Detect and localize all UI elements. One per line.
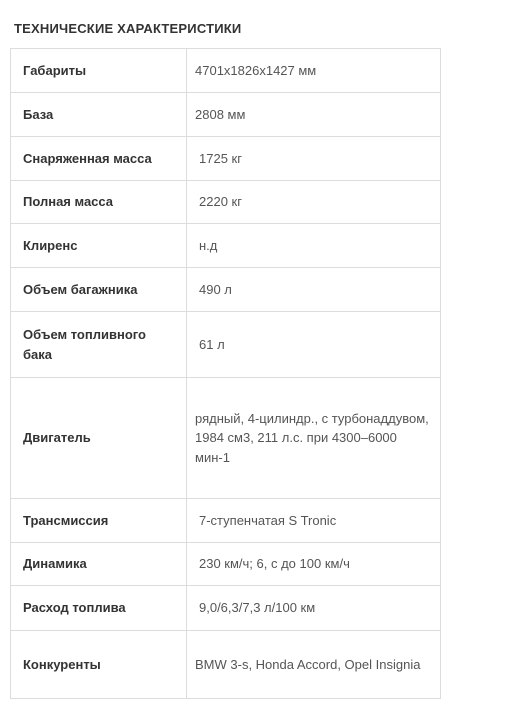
spec-value: 2220 кг	[187, 181, 441, 224]
spec-label: Объем багажника	[11, 268, 187, 312]
section-title: ТЕХНИЧЕСКИЕ ХАРАКТЕРИСТИКИ	[14, 21, 242, 36]
spec-value: н.д	[187, 224, 441, 268]
spec-label: Снаряженная масса	[11, 137, 187, 181]
spec-value: 7-ступенчатая S Tronic	[187, 499, 441, 543]
spec-label: База	[11, 93, 187, 137]
table-row	[11, 181, 441, 224]
spec-value: 61 л	[187, 312, 441, 378]
spec-label: Габариты	[11, 49, 187, 93]
spec-value: 4701x1826x1427 мм	[187, 49, 441, 93]
spec-value: 1725 кг	[187, 137, 441, 181]
spec-label: Двигатель	[11, 378, 187, 499]
table-row	[11, 378, 441, 499]
spec-label: Трансмиссия	[11, 499, 187, 543]
spec-label: Объем топливного бака	[11, 312, 187, 378]
table-row	[11, 93, 441, 137]
spec-label: Полная масса	[11, 181, 187, 224]
table-row	[11, 543, 441, 586]
spec-label: Конкуренты	[11, 631, 187, 699]
table-row	[11, 631, 441, 699]
table-row	[11, 137, 441, 181]
table-row	[11, 268, 441, 312]
table-row	[11, 312, 441, 378]
engine-line-1: рядный, 4-цилиндр., с турбонаддувом,	[195, 410, 429, 426]
spec-value: BMW 3-s, Honda Accord, Opel Insignia	[187, 631, 441, 699]
spec-value	[187, 378, 441, 499]
table-row	[11, 49, 441, 93]
table-row	[11, 586, 441, 631]
spec-value: 9,0/6,3/7,3 л/100 км	[187, 586, 441, 631]
table-row	[11, 499, 441, 543]
spec-value: 2808 мм	[187, 93, 441, 137]
spec-value: 230 км/ч; 6, с до 100 км/ч	[187, 543, 441, 586]
spec-label: Динамика	[11, 543, 187, 586]
table-row	[11, 224, 441, 268]
engine-line-2: 1984 см3, 211 л.с. при 4300–6000 мин-1	[195, 430, 397, 465]
spec-value: 490 л	[187, 268, 441, 312]
spec-label: Клиренс	[11, 224, 187, 268]
specs-table	[10, 48, 441, 699]
spec-label: Расход топлива	[11, 586, 187, 631]
